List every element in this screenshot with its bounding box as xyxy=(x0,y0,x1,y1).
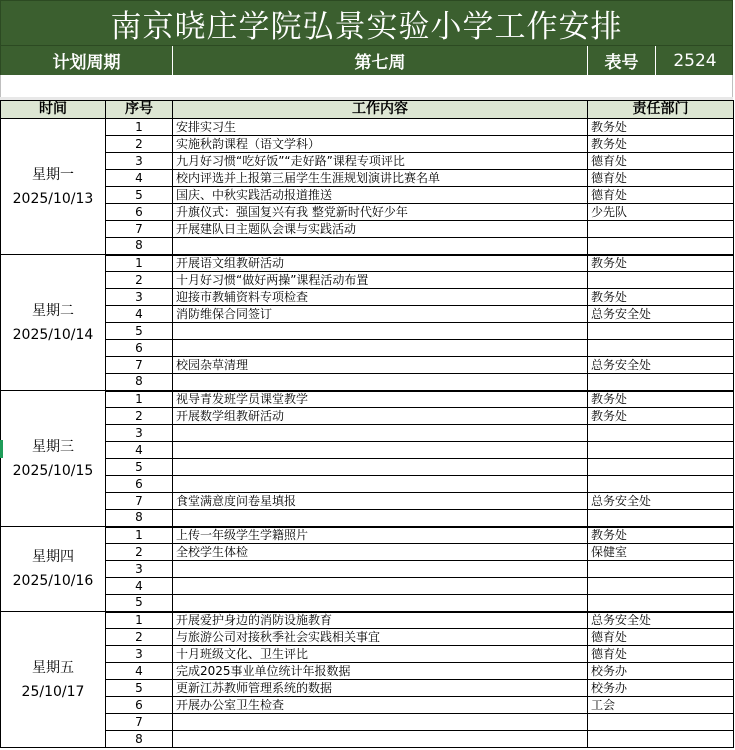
seq-cell[interactable]: 1 xyxy=(106,391,173,408)
dept-cell[interactable]: 教务处 xyxy=(588,255,734,272)
seq-cell[interactable]: 8 xyxy=(106,238,173,255)
day-date: 2025/10/16 xyxy=(12,573,94,589)
content-cell[interactable] xyxy=(173,731,588,748)
period-label-cell[interactable]: 计划周期 xyxy=(1,46,173,75)
content-cell[interactable]: 国庆、中秋实践活动报道推送 xyxy=(173,187,588,204)
content-cell[interactable]: 开展数学组教研活动 xyxy=(173,408,588,425)
table-row xyxy=(1,408,734,425)
content-cell[interactable]: 升旗仪式：强国复兴有我 整党新时代好少年 xyxy=(173,204,588,221)
table-row xyxy=(1,170,734,187)
table-row xyxy=(1,442,734,459)
table-row xyxy=(1,680,734,697)
day-cell[interactable] xyxy=(1,612,106,748)
content-cell[interactable]: 上传一年级学生学籍照片 xyxy=(173,527,588,544)
dept-cell[interactable]: 教务处 xyxy=(588,119,734,136)
table-row xyxy=(1,476,734,493)
seq-cell[interactable]: 1 xyxy=(106,255,173,272)
seq-cell[interactable]: 5 xyxy=(106,595,173,612)
table-number-label-cell[interactable]: 表号 xyxy=(588,46,656,75)
header-time[interactable]: 时间 xyxy=(1,101,106,119)
seq-cell[interactable]: 8 xyxy=(106,510,173,527)
seq-cell[interactable]: 6 xyxy=(106,340,173,357)
table-row xyxy=(1,136,734,153)
dept-cell[interactable] xyxy=(588,221,734,238)
dept-cell[interactable] xyxy=(588,374,734,391)
seq-cell[interactable]: 4 xyxy=(106,442,173,459)
table-row xyxy=(1,459,734,476)
header-row xyxy=(1,101,734,119)
content-cell[interactable] xyxy=(173,476,588,493)
content-cell[interactable]: 与旅游公司对接秋季社会实践相关事宜 xyxy=(173,629,588,646)
table-row xyxy=(1,544,734,561)
table-number-cell[interactable]: 2524 xyxy=(673,50,717,71)
content-cell[interactable] xyxy=(173,323,588,340)
table-row xyxy=(1,663,734,680)
dept-cell[interactable] xyxy=(588,578,734,595)
content-cell[interactable]: 开展语文组教研活动 xyxy=(173,255,588,272)
table-row xyxy=(1,612,734,629)
seq-cell[interactable]: 5 xyxy=(106,680,173,697)
blank-row[interactable] xyxy=(0,75,733,97)
table-row xyxy=(1,306,734,323)
seq-cell[interactable]: 8 xyxy=(106,731,173,748)
content-cell[interactable]: 全校学生体检 xyxy=(173,544,588,561)
day-name: 星期四 xyxy=(32,549,74,565)
table-row xyxy=(1,391,734,408)
dept-cell[interactable]: 工会 xyxy=(588,697,734,714)
content-cell[interactable]: 完成2025事业单位统计年报数据 xyxy=(173,663,588,680)
dept-cell[interactable]: 总务安全处 xyxy=(588,306,734,323)
sheet-title[interactable]: 南京晓庄学院弘景实验小学工作安排 xyxy=(0,0,733,46)
seq-cell[interactable]: 6 xyxy=(106,476,173,493)
dept-cell[interactable]: 总务安全处 xyxy=(588,612,734,629)
dept-cell[interactable]: 德育处 xyxy=(588,187,734,204)
header-dept[interactable]: 责任部门 xyxy=(588,101,734,119)
day-cell[interactable] xyxy=(1,255,106,391)
table-row xyxy=(1,731,734,748)
dept-cell[interactable]: 教务处 xyxy=(588,391,734,408)
table-row xyxy=(1,272,734,289)
active-row-marker xyxy=(0,440,3,458)
content-cell[interactable] xyxy=(173,578,588,595)
seq-cell[interactable]: 7 xyxy=(106,714,173,731)
table-row xyxy=(1,561,734,578)
seq-cell[interactable]: 4 xyxy=(106,170,173,187)
dept-cell[interactable] xyxy=(588,238,734,255)
content-cell[interactable] xyxy=(173,510,588,527)
dept-cell[interactable] xyxy=(588,442,734,459)
table-row xyxy=(1,714,734,731)
table-row xyxy=(1,493,734,510)
dept-cell[interactable] xyxy=(588,340,734,357)
seq-cell[interactable]: 1 xyxy=(106,527,173,544)
content-cell[interactable]: 视导青发班学员课堂教学 xyxy=(173,391,588,408)
day-date: 2025/10/14 xyxy=(12,326,94,343)
table-row xyxy=(1,646,734,663)
seq-cell[interactable]: 8 xyxy=(106,374,173,391)
table-row xyxy=(1,425,734,442)
dept-cell[interactable] xyxy=(588,425,734,442)
day-cell[interactable] xyxy=(1,391,106,527)
day-name: 星期一 xyxy=(32,166,74,183)
dept-cell[interactable] xyxy=(588,561,734,578)
content-cell[interactable]: 安排实习生 xyxy=(173,119,588,136)
content-cell[interactable]: 消防维保合同签订 xyxy=(173,306,588,323)
content-cell[interactable] xyxy=(173,459,588,476)
seq-cell[interactable]: 6 xyxy=(106,204,173,221)
dept-cell[interactable]: 校务办 xyxy=(588,680,734,697)
content-cell[interactable]: 开展建队日主题队会课与实践活动 xyxy=(173,221,588,238)
dept-cell[interactable] xyxy=(588,459,734,476)
dept-cell[interactable]: 校务办 xyxy=(588,663,734,680)
seq-cell[interactable]: 3 xyxy=(106,646,173,663)
day-name: 星期五 xyxy=(32,659,74,676)
day-cell[interactable] xyxy=(1,119,106,255)
content-cell[interactable]: 校园杂草清理 xyxy=(173,357,588,374)
dept-cell[interactable]: 教务处 xyxy=(588,289,734,306)
day-date: 2025/10/13 xyxy=(12,190,94,207)
header-content[interactable]: 工作内容 xyxy=(173,101,588,119)
seq-cell[interactable]: 6 xyxy=(106,697,173,714)
schedule-body xyxy=(1,119,734,748)
table-row xyxy=(1,119,734,136)
content-cell[interactable]: 迎接市教辅资料专项检查 xyxy=(173,289,588,306)
content-cell[interactable] xyxy=(173,238,588,255)
table-row xyxy=(1,629,734,646)
seq-cell[interactable]: 1 xyxy=(106,612,173,629)
seq-cell[interactable]: 2 xyxy=(106,629,173,646)
content-cell[interactable]: 校内评选并上报第三届学生生涯规划演讲比赛名单 xyxy=(173,170,588,187)
seq-cell[interactable]: 7 xyxy=(106,493,173,510)
schedule-table xyxy=(0,100,734,748)
day-name: 星期二 xyxy=(32,302,74,319)
seq-cell[interactable]: 2 xyxy=(106,408,173,425)
seq-cell[interactable]: 5 xyxy=(106,323,173,340)
seq-cell[interactable]: 7 xyxy=(106,221,173,238)
table-row xyxy=(1,255,734,272)
seq-cell[interactable]: 3 xyxy=(106,153,173,170)
seq-cell[interactable]: 7 xyxy=(106,357,173,374)
dept-cell[interactable]: 德育处 xyxy=(588,646,734,663)
content-cell[interactable]: 实施秋韵课程（语文学科） xyxy=(173,136,588,153)
content-cell[interactable] xyxy=(173,340,588,357)
content-cell[interactable]: 九月好习惯“吃好饭”“走好路”课程专项评比 xyxy=(173,153,588,170)
seq-cell[interactable]: 2 xyxy=(106,272,173,289)
seq-cell[interactable]: 3 xyxy=(106,561,173,578)
seq-cell[interactable]: 5 xyxy=(106,459,173,476)
table-row xyxy=(1,595,734,612)
content-cell[interactable] xyxy=(173,595,588,612)
table-row xyxy=(1,323,734,340)
seq-cell[interactable]: 3 xyxy=(106,289,173,306)
day-cell[interactable] xyxy=(1,527,106,612)
seq-cell[interactable]: 5 xyxy=(106,187,173,204)
table-row xyxy=(1,527,734,544)
seq-cell[interactable]: 3 xyxy=(106,425,173,442)
dept-cell[interactable] xyxy=(588,323,734,340)
content-cell[interactable]: 开展爱护身边的消防设施教育 xyxy=(173,612,588,629)
seq-cell[interactable]: 1 xyxy=(106,119,173,136)
header-seq[interactable]: 序号 xyxy=(106,101,173,119)
dept-cell[interactable] xyxy=(588,714,734,731)
content-cell[interactable]: 十月好习惯“做好两操”课程活动布置 xyxy=(173,272,588,289)
content-cell[interactable]: 十月班级文化、卫生评比 xyxy=(173,646,588,663)
dept-cell[interactable]: 总务安全处 xyxy=(588,357,734,374)
dept-cell[interactable]: 教务处 xyxy=(588,527,734,544)
table-row xyxy=(1,357,734,374)
table-row xyxy=(1,340,734,357)
dept-cell[interactable] xyxy=(588,510,734,527)
table-row xyxy=(1,153,734,170)
dept-cell[interactable]: 德育处 xyxy=(588,170,734,187)
dept-cell[interactable] xyxy=(588,595,734,612)
content-cell[interactable]: 开展办公室卫生检查 xyxy=(173,697,588,714)
dept-cell[interactable]: 少先队 xyxy=(588,204,734,221)
table-row xyxy=(1,578,734,595)
content-cell[interactable] xyxy=(173,425,588,442)
seq-cell[interactable]: 4 xyxy=(106,663,173,680)
content-cell[interactable] xyxy=(173,374,588,391)
table-row xyxy=(1,510,734,527)
content-cell[interactable] xyxy=(173,561,588,578)
dept-cell[interactable]: 德育处 xyxy=(588,153,734,170)
day-date: 2025/10/15 xyxy=(12,462,94,479)
table-row xyxy=(1,289,734,306)
dept-cell[interactable] xyxy=(588,731,734,748)
dept-cell[interactable] xyxy=(588,476,734,493)
seq-cell[interactable]: 4 xyxy=(106,306,173,323)
content-cell[interactable]: 食堂满意度问卷星填报 xyxy=(173,493,588,510)
period-row xyxy=(0,46,733,75)
table-row xyxy=(1,238,734,255)
day-date: 25/10/17 xyxy=(21,683,85,700)
table-row xyxy=(1,221,734,238)
dept-cell[interactable]: 教务处 xyxy=(588,136,734,153)
dept-cell[interactable] xyxy=(588,272,734,289)
table-row xyxy=(1,697,734,714)
table-row xyxy=(1,374,734,391)
content-cell[interactable]: 更新江苏教师管理系统的数据 xyxy=(173,680,588,697)
content-cell[interactable] xyxy=(173,714,588,731)
period-value-cell[interactable]: 第七周 xyxy=(173,46,588,75)
content-cell[interactable] xyxy=(173,442,588,459)
table-row xyxy=(1,204,734,221)
dept-cell[interactable]: 总务安全处 xyxy=(588,493,734,510)
day-name: 星期三 xyxy=(32,438,74,455)
dept-cell[interactable]: 德育处 xyxy=(588,629,734,646)
dept-cell[interactable]: 保健室 xyxy=(588,544,734,561)
table-row xyxy=(1,187,734,204)
dept-cell[interactable]: 教务处 xyxy=(588,408,734,425)
seq-cell[interactable]: 2 xyxy=(106,544,173,561)
seq-cell[interactable]: 4 xyxy=(106,578,173,595)
seq-cell[interactable]: 2 xyxy=(106,136,173,153)
